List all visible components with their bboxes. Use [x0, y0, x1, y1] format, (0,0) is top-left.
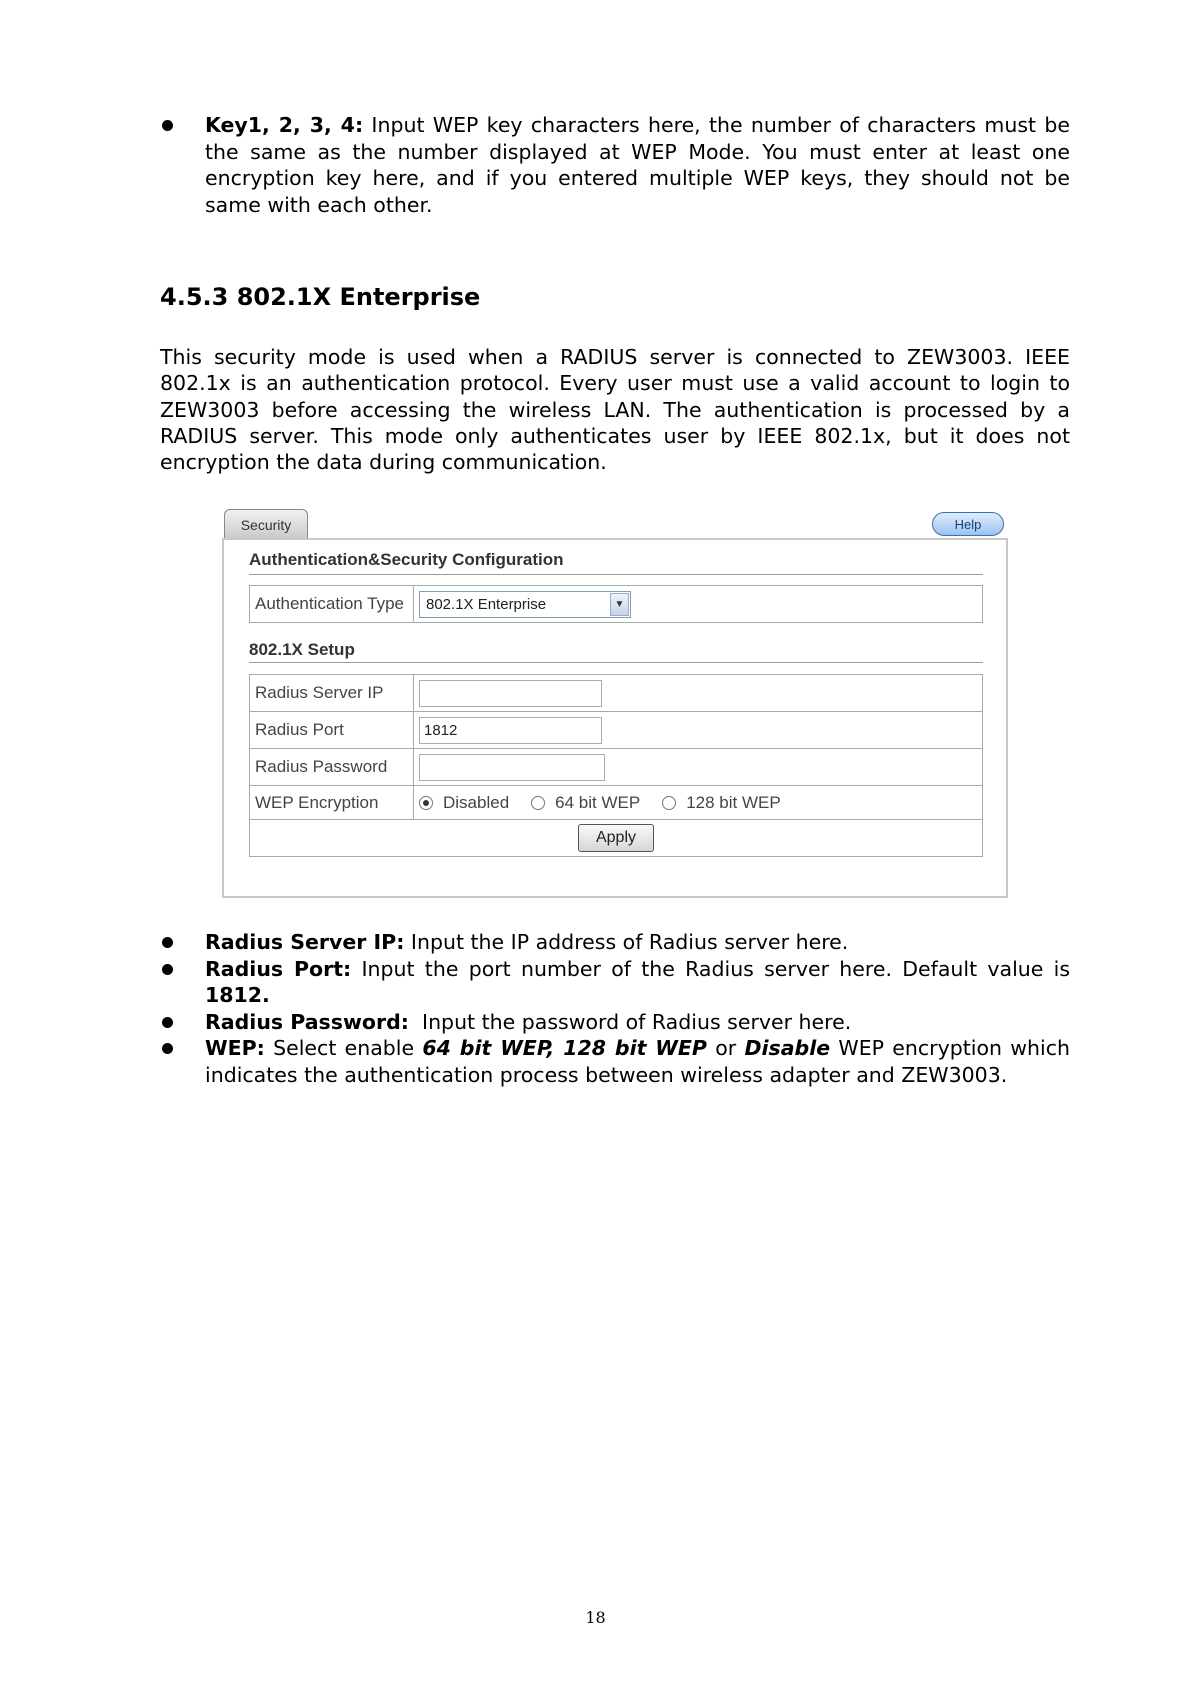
bullet-term: Radius Server IP: — [205, 930, 405, 954]
bullet-dot-icon — [162, 1017, 173, 1028]
auth-type-table — [249, 585, 983, 623]
divider — [249, 574, 983, 575]
list-item — [160, 1035, 1070, 1088]
list-item — [160, 929, 1070, 956]
table-row — [250, 675, 983, 712]
chevron-down-icon[interactable]: ▼ — [610, 593, 629, 616]
auth-type-label: Authentication Type — [250, 586, 414, 623]
wep-encryption-label: WEP Encryption — [250, 786, 414, 820]
bullet-text: Input the password of Radius server here. — [408, 1009, 852, 1034]
divider — [249, 662, 983, 663]
bullet-term: Key1, 2, 3, 4: — [205, 113, 364, 137]
field-description-list — [160, 929, 1070, 1088]
table-row — [250, 586, 983, 623]
bullet-text: or — [706, 1036, 745, 1060]
auth-section-title: Authentication&Security Configuration — [249, 550, 564, 569]
disable-emphasis: Disable — [744, 1036, 831, 1060]
auth-type-value: 802.1X Enterprise — [426, 595, 547, 613]
wep-radio-group — [419, 793, 977, 813]
radio-label: Disabled — [443, 792, 510, 812]
table-row — [250, 820, 983, 857]
bullet-dot-icon — [162, 937, 173, 948]
radio-icon[interactable] — [419, 796, 433, 810]
table-row — [250, 749, 983, 786]
security-config-screenshot — [222, 506, 1008, 898]
bullet-text: Input WEP key characters here, the number of characters must be the same as the number displayed at WEP Mode. You must enter at least one encryption key here, and if you entered multiple WEP keys, they should not be same with each other. — [205, 113, 1070, 217]
radius-setup-table — [249, 674, 983, 857]
table-row — [250, 712, 983, 749]
bullet-term: WEP: — [205, 1036, 265, 1060]
radius-port-input[interactable]: 1812 — [419, 717, 602, 744]
radius-ip-cell — [414, 675, 983, 712]
key-bullet-list — [160, 112, 1070, 218]
radius-password-label: Radius Password — [250, 749, 414, 786]
table-row — [250, 786, 983, 820]
apply-cell — [250, 820, 983, 857]
config-frame — [222, 538, 1008, 898]
radius-ip-label: Radius Server IP — [250, 675, 414, 712]
radio-label: 128 bit WEP — [686, 792, 781, 812]
section-title: 4.5.3 802.1X Enterprise — [160, 283, 481, 311]
radio-icon[interactable] — [531, 796, 545, 810]
radio-icon[interactable] — [662, 796, 676, 810]
bullet-term: Radius Port: — [205, 956, 352, 981]
bullet-dot-icon — [162, 1043, 173, 1054]
list-item — [160, 956, 1070, 1009]
bullet-text: Select enable — [264, 1036, 423, 1060]
radio-label: 64 bit WEP — [555, 792, 641, 812]
auth-type-cell — [414, 586, 983, 623]
help-button[interactable]: Help — [932, 512, 1004, 536]
list-item — [160, 1009, 1070, 1036]
radius-port-cell — [414, 712, 983, 749]
auth-type-select[interactable] — [419, 591, 631, 618]
radius-password-input[interactable] — [419, 754, 605, 781]
bullet-text: Input the IP address of Radius server here. — [404, 930, 849, 954]
setup-section-title: 802.1X Setup — [249, 640, 355, 659]
bullet-term: Radius Password: — [205, 1009, 409, 1034]
bullet-dot-icon — [162, 120, 173, 131]
bullet-text: WEP encryption which indicates the authentication process between wireless adapter and ZEW3003. — [205, 1036, 1070, 1087]
radius-port-label: Radius Port — [250, 712, 414, 749]
wep-option-64bit[interactable] — [531, 793, 640, 813]
wep-option-disabled[interactable] — [419, 793, 509, 813]
page-number: 18 — [585, 1608, 606, 1627]
bullet-text: Input the port number of the Radius server here. Default value is — [351, 956, 1070, 981]
radius-password-cell — [414, 749, 983, 786]
section-intro: This security mode is used when a RADIUS server is connected to ZEW3003. IEEE 802.1x is an authentication protocol. Every user must use a valid account to login to ZEW3003 before accessing the wireless LAN. The authentication is processed by a RADIUS server. This mode only authenticates user by IEEE 802.1x, but it does not encryption the data during communication. — [160, 345, 1070, 475]
tab-security[interactable]: Security — [224, 509, 308, 539]
default-port-value: 1812. — [205, 983, 270, 1007]
apply-button[interactable]: Apply — [578, 824, 654, 852]
wep-options-emphasis: 64 bit WEP, 128 bit WEP — [422, 1036, 707, 1060]
list-item — [160, 112, 1070, 218]
wep-option-128bit[interactable] — [662, 793, 781, 813]
wep-encryption-cell — [414, 786, 983, 820]
bullet-dot-icon — [162, 964, 173, 975]
radius-ip-input[interactable] — [419, 680, 602, 707]
